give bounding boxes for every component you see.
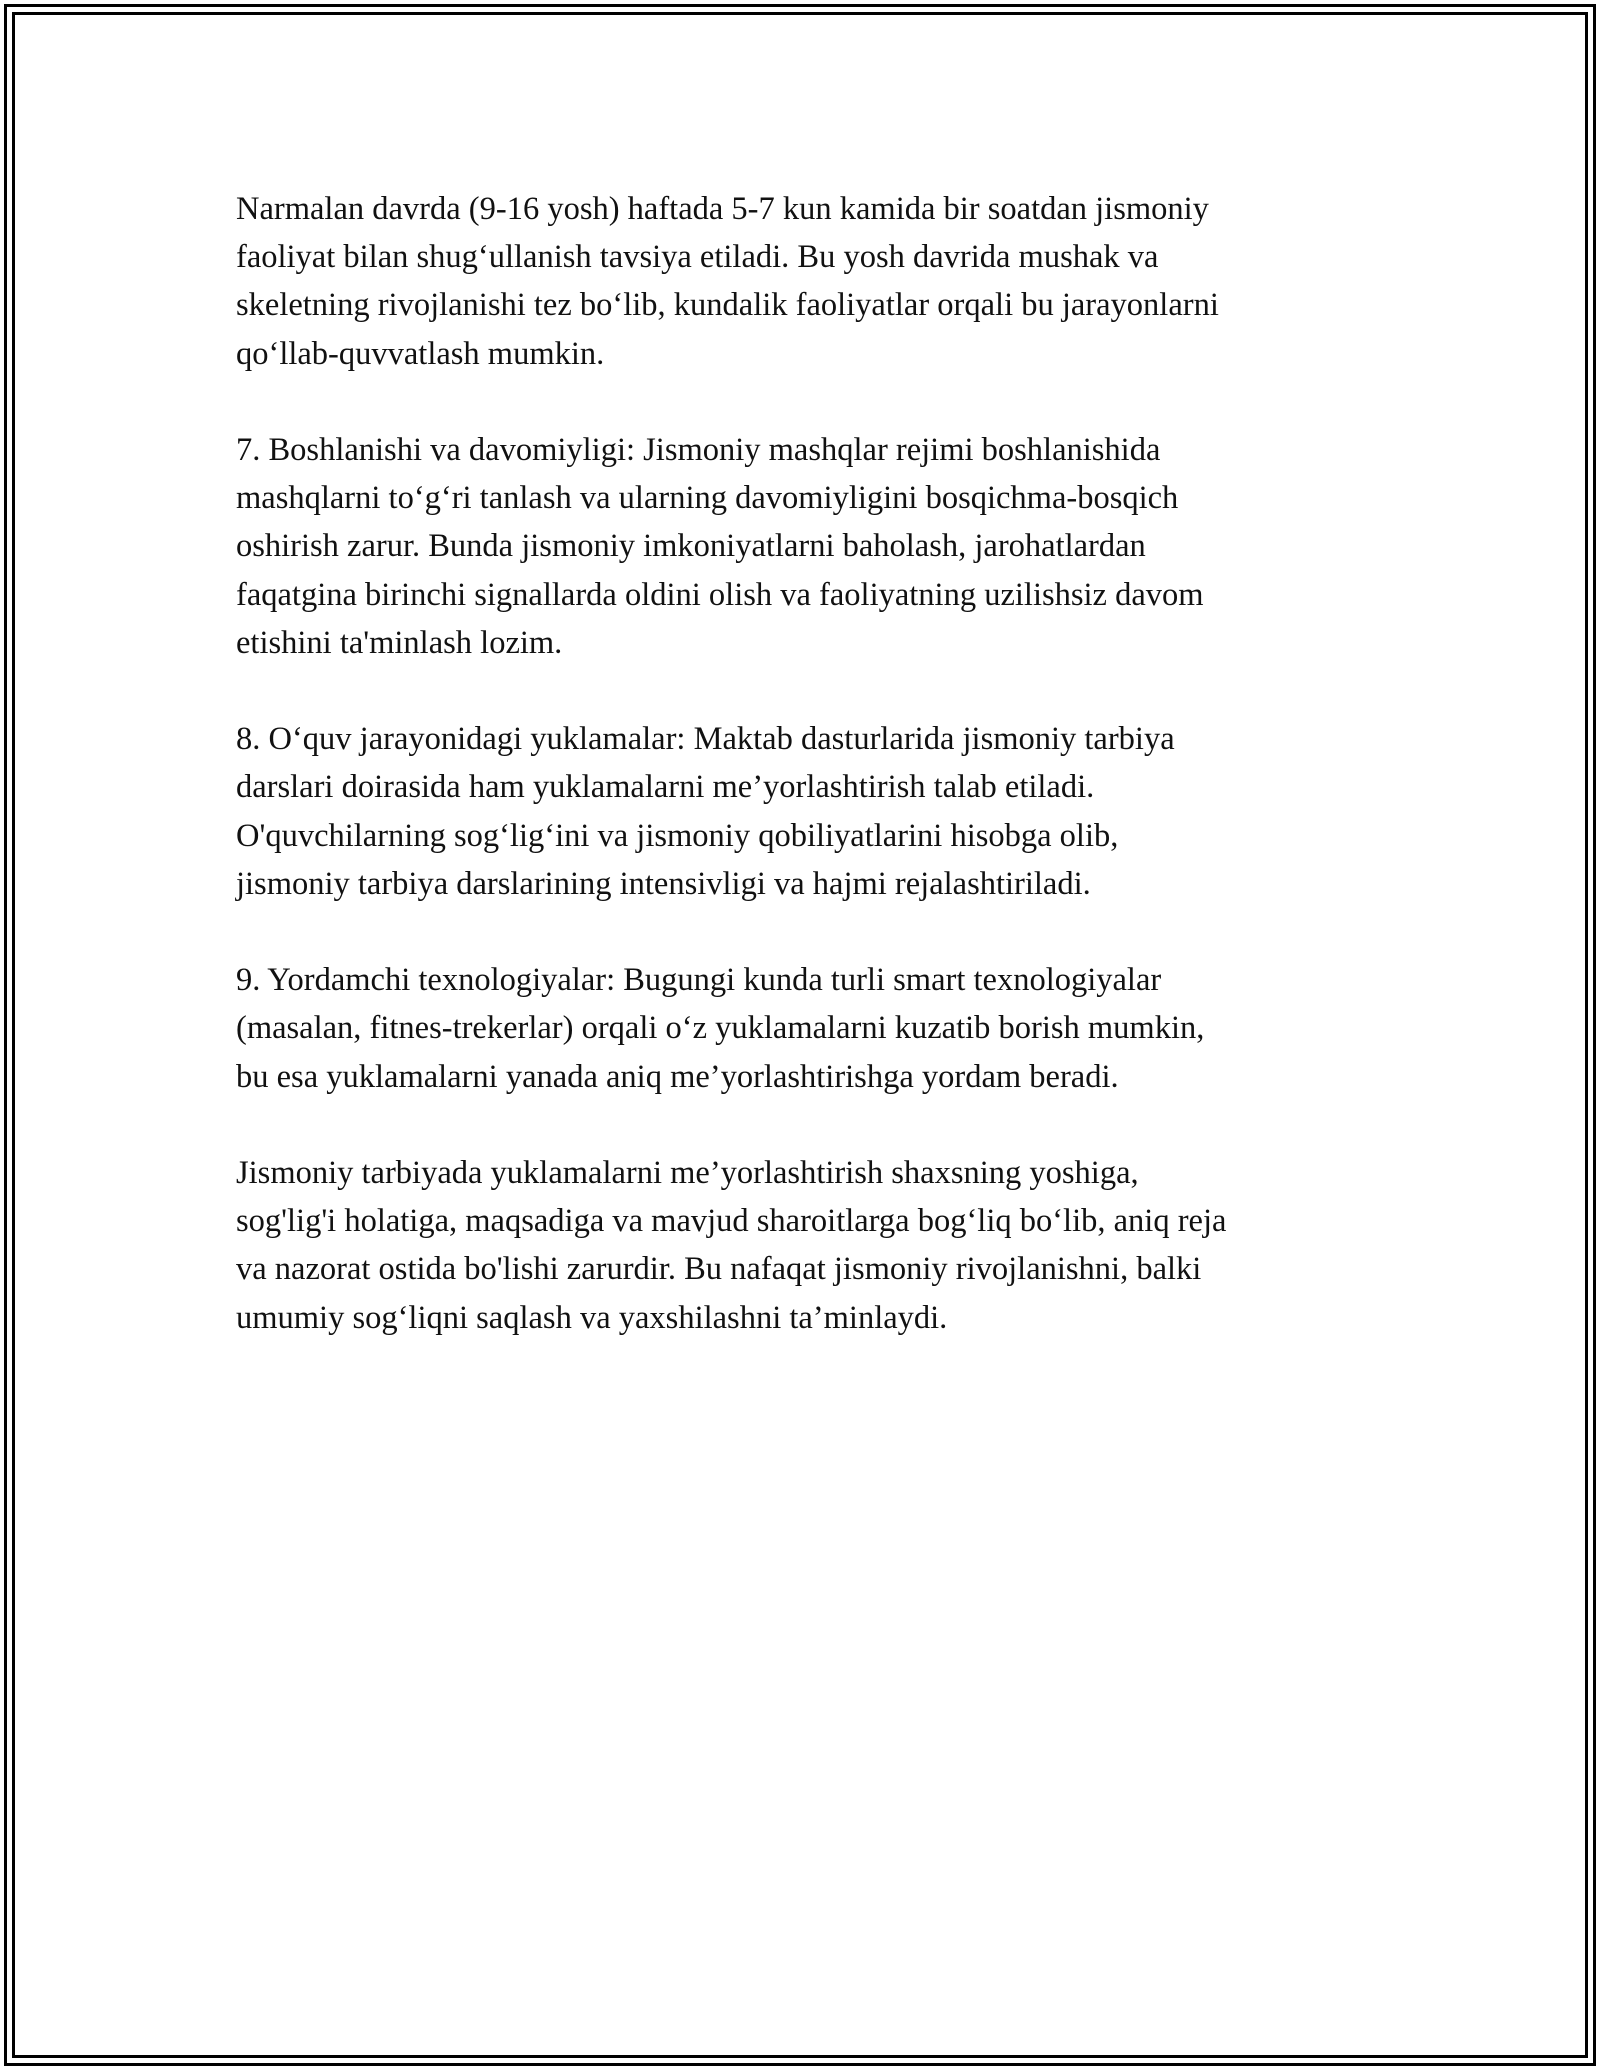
paragraph-intro: Narmalan davrda (9-16 yosh) haftada 5-7 kun kamida bir soatdan jismoniy faoliyat bilan shug‘ullanish tavsiya etiladi. Bu yosh davrida mushak va skeletning rivojlanishi tez bo‘lib, kundalik faoliyatlar orqali bu jarayonlarni qo‘llab-quvvatlash mumkin. — [236, 191, 1219, 372]
paragraph-item-9: 9. Yordamchi texnologiyalar: Bugungi kunda turli smart texnologiyalar (masalan, fitnes-trekerlar) orqali o‘z yuklamalarni kuzatib borish mumkin, bu esa yuklamalarni yanada aniq me’yorlashtirishga yordam beradi. — [236, 962, 1205, 1095]
paragraph-conclusion: Jismoniy tarbiyada yuklamalarni me’yorlashtirish shaxsning yoshiga, sog'lig'i holatiga, maqsadiga va mavjud sharoitlarga bog‘liq bo‘lib, aniq reja va nazorat ostida bo'lishi zarurdir. Bu nafaqat jismoniy rivojlanishni, balki umumiy sog‘liqni saqlash va yaxshilashni ta’minlaydi. — [236, 1155, 1227, 1336]
paragraph-item-8: 8. O‘quv jarayonidagi yuklamalar: Maktab dasturlarida jismoniy tarbiya darslari doirasida ham yuklamalarni me’yorlashtirish talab etiladi. O'quvchilarning sog‘lig‘ini va jismoniy qobiliyatlarini hisobga olib, jismoniy tarbiya darslarining intensivligi va hajmi rejalashtiriladi. — [236, 721, 1175, 902]
paragraph-item-7: 7. Boshlanishi va davomiyligi: Jismoniy mashqlar rejimi boshlanishida mashqlarni to‘g‘ri tanlash va ularning davomiyligini bosqichma-bosqich oshirish zarur. Bunda jismoniy imkoniyatlarni baholash, jarohatlardan faqatgina birinchi signallarda oldini olish va faoliyatning uzilishsiz davom etishini ta'minlash lozim. — [236, 432, 1204, 661]
document-body — [236, 185, 1376, 1390]
